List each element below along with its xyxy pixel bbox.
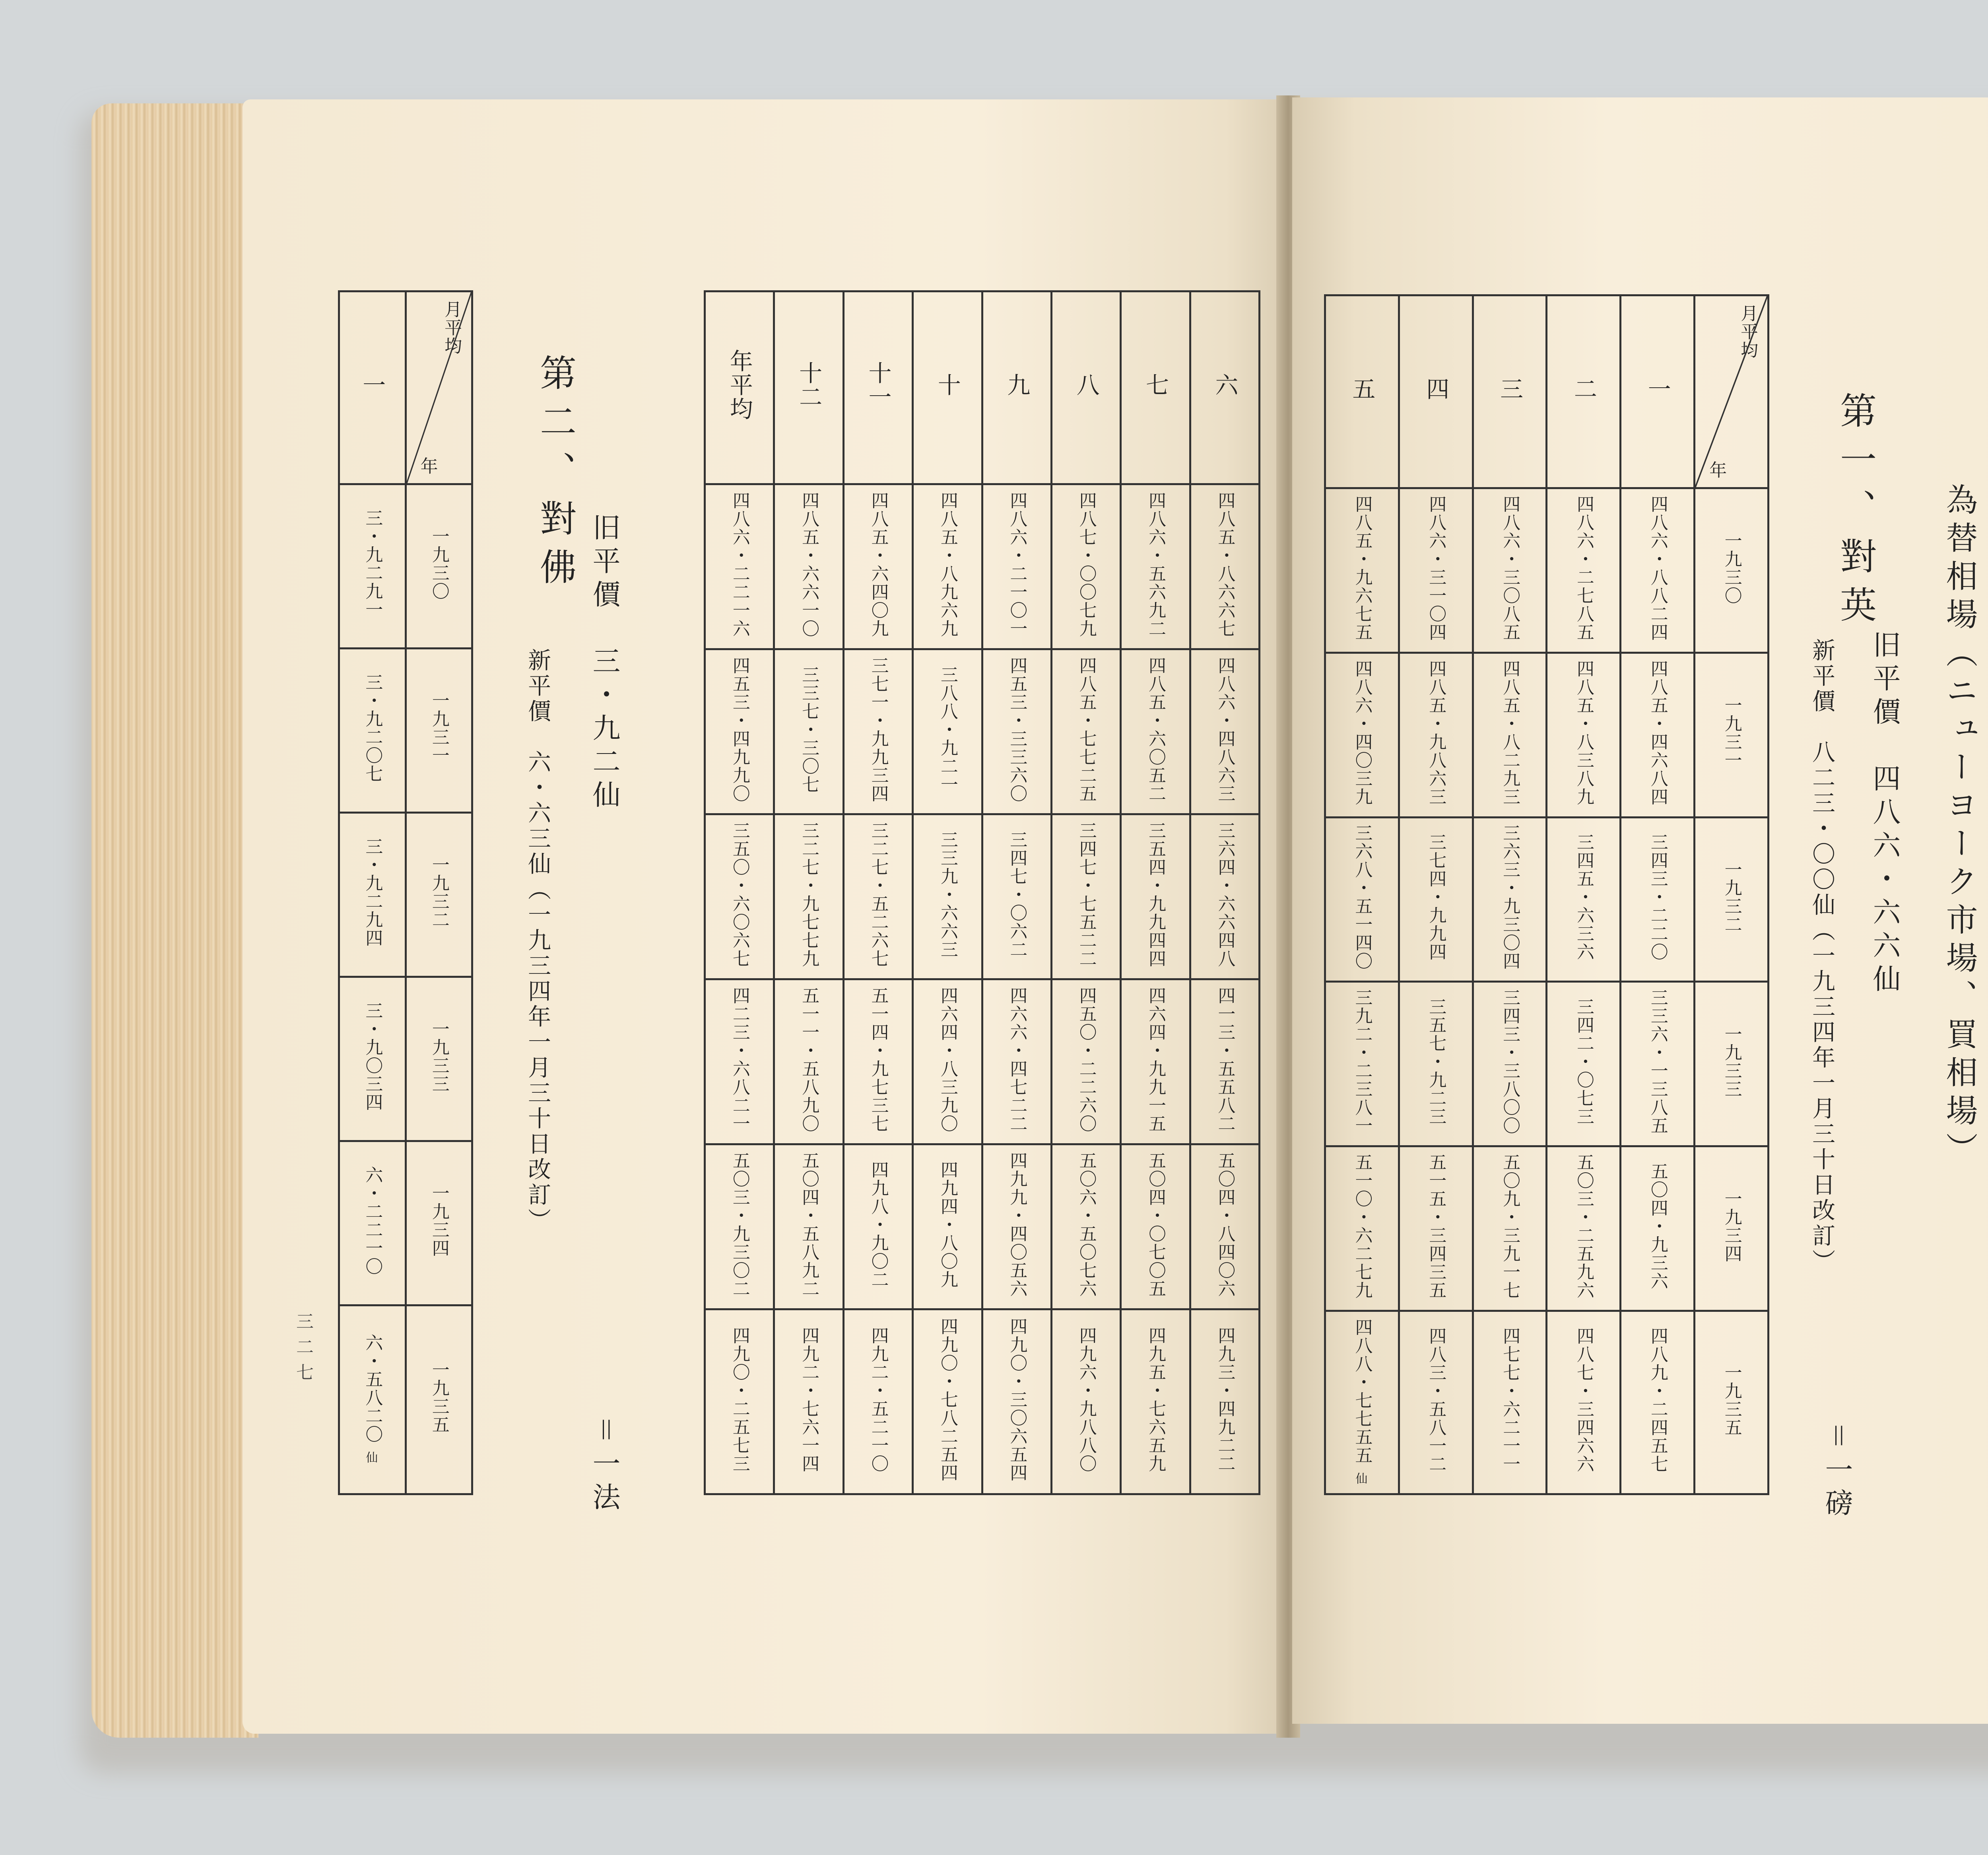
corner-year-label: 年 <box>1706 461 1727 479</box>
rate-value: 三・九〇三四 <box>362 1002 383 1112</box>
month-label: 三 <box>1496 377 1524 401</box>
rate-cell <box>913 649 982 814</box>
left-page <box>243 99 1288 1734</box>
rate-cell <box>774 814 843 979</box>
france-new-parity: 新平價 六・六三仙（一九三四年一月三十日改訂） <box>524 648 551 1233</box>
rate-cell <box>1325 982 1399 1146</box>
month-label: 十二 <box>795 361 823 409</box>
rate-cell <box>1121 979 1190 1144</box>
rate-value: 五〇四・九三六 <box>1647 1162 1668 1290</box>
france-rate-table <box>338 290 473 1495</box>
rate-value: 四九五・七六五九 <box>1145 1326 1166 1473</box>
rate-cell <box>1051 814 1120 979</box>
table-row <box>705 814 1260 979</box>
rate-cell <box>1621 1146 1695 1311</box>
rate-cell <box>1547 1146 1621 1311</box>
table-row <box>1325 1311 1769 1494</box>
year-header <box>1695 982 1769 1146</box>
unit-label: 仙 <box>1355 1472 1369 1486</box>
rate-cell <box>1051 1144 1120 1309</box>
rate-value: 四八五・八六六七 <box>1215 491 1235 638</box>
rate-value: 五一〇・六二七九 <box>1352 1153 1373 1299</box>
rate-value: 四八六・三〇八五 <box>1500 495 1520 641</box>
rate-cell <box>705 814 774 979</box>
rate-value: 四九九・四〇五六 <box>1007 1151 1027 1298</box>
rate-cell <box>1190 484 1259 649</box>
month-header <box>1121 291 1190 484</box>
month-label: 四 <box>1422 377 1450 401</box>
rate-value: 四八九・二四五七 <box>1647 1327 1668 1474</box>
month-label: 十 <box>934 373 961 397</box>
rate-value: 三六四・六六四八 <box>1215 821 1235 968</box>
rate-value: 五一五・三四三五 <box>1426 1153 1446 1299</box>
rate-cell <box>1399 817 1473 982</box>
year-label: 一九三四 <box>1721 1189 1742 1263</box>
rate-value: 四六四・九九一五 <box>1145 986 1166 1133</box>
rate-value: 四八六・二二一六 <box>729 491 750 638</box>
rate-value: 四八七・〇〇七九 <box>1076 491 1097 638</box>
year-label: 一九三一 <box>429 691 449 765</box>
rate-value: 四九三・四九二二 <box>1215 1326 1235 1473</box>
rate-value: 三・九二九一 <box>362 509 383 619</box>
rate-value: 四九二・七六一四 <box>799 1326 819 1473</box>
uk-rate-table <box>1324 294 1769 1495</box>
rate-cell <box>1473 488 1547 653</box>
rate-value: 三五七・九二三 <box>1426 998 1446 1126</box>
rate-cell <box>843 484 912 649</box>
table-row <box>1325 1146 1769 1311</box>
rate-cell <box>982 484 1051 649</box>
month-label: 一 <box>359 373 386 397</box>
rate-value: 五〇四・〇七〇五 <box>1145 1151 1166 1298</box>
rate-cell <box>982 979 1051 1144</box>
rate-value: 四八八・七七五五 <box>1352 1318 1373 1465</box>
year-header <box>406 812 472 977</box>
rate-cell <box>339 1305 406 1494</box>
corner-year-label: 年 <box>417 457 438 475</box>
month-label: 五 <box>1348 377 1376 401</box>
month-header <box>1325 295 1399 488</box>
month-header <box>982 291 1051 484</box>
table-row <box>1325 817 1769 982</box>
rate-cell <box>705 649 774 814</box>
exchange-subheading: 為替相場（ニューヨーク市場、買相場） <box>1941 483 1978 1170</box>
rate-value: 三七四・九九四 <box>1426 833 1446 961</box>
rate-value: 四八五・八三八九 <box>1573 659 1594 806</box>
rate-cell <box>339 648 406 812</box>
rate-value: 三四七・七五二二 <box>1076 821 1097 968</box>
rate-cell <box>1621 653 1695 817</box>
rate-value: 三四三・二二〇 <box>1647 833 1668 961</box>
month-header <box>843 291 912 484</box>
table-row <box>339 1141 472 1305</box>
rate-cell <box>1399 653 1473 817</box>
month-label: 十一 <box>864 361 892 409</box>
rate-value: 三八八・九二一 <box>937 665 958 794</box>
rate-cell <box>1621 488 1695 653</box>
rate-cell <box>339 484 406 649</box>
right-page <box>1292 97 1988 1724</box>
rate-cell <box>705 979 774 1144</box>
year-header <box>1695 488 1769 653</box>
rate-value: 三三六・一三八五 <box>1647 989 1668 1135</box>
month-label: 七 <box>1142 373 1169 397</box>
unit-label: 仙 <box>366 1451 379 1465</box>
rate-value: 四八六・二一〇一 <box>1007 491 1027 638</box>
rate-cell <box>1190 1309 1259 1494</box>
corner-month-label: 月平均 <box>1738 304 1758 359</box>
rate-cell <box>1399 1146 1473 1311</box>
rate-cell <box>1121 649 1190 814</box>
rate-cell <box>1051 1309 1120 1494</box>
rate-cell <box>1473 1146 1547 1311</box>
rate-cell <box>982 814 1051 979</box>
rate-cell <box>1473 653 1547 817</box>
rate-cell <box>843 1144 912 1309</box>
month-header <box>1051 291 1120 484</box>
rate-value: 四八五・八九六九 <box>937 491 958 638</box>
rate-cell <box>843 979 912 1144</box>
year-header <box>406 484 472 649</box>
month-label: 一 <box>1644 377 1671 401</box>
table-row <box>339 648 472 812</box>
rate-value: 三四三・三八〇〇 <box>1500 989 1520 1135</box>
rate-cell <box>1325 1311 1399 1494</box>
year-label: 一九三三 <box>1721 1025 1742 1099</box>
rate-cell <box>1190 1144 1259 1309</box>
rate-cell <box>1325 1146 1399 1311</box>
year-header <box>406 648 472 812</box>
rate-cell <box>1190 979 1259 1144</box>
rate-value: 四五三・四九九〇 <box>729 656 750 803</box>
rate-cell <box>1547 488 1621 653</box>
rate-cell <box>843 1309 912 1494</box>
rate-value: 四八五・八二九三 <box>1500 659 1520 806</box>
rate-value: 四九二・五二一〇 <box>868 1326 889 1473</box>
table-row <box>1325 653 1769 817</box>
rate-cell <box>1051 649 1120 814</box>
rate-cell <box>1325 817 1399 982</box>
rate-value: 四六四・八三九〇 <box>937 986 958 1133</box>
rate-cell <box>339 812 406 977</box>
rate-cell <box>1190 814 1259 979</box>
rate-cell <box>1325 488 1399 653</box>
rate-value: 四八五・九八六三 <box>1426 659 1446 806</box>
rate-value: 四八六・四八六三 <box>1215 656 1235 803</box>
rate-cell <box>1121 1309 1190 1494</box>
rate-value: 五〇六・五〇七六 <box>1076 1151 1097 1298</box>
rate-cell <box>843 814 912 979</box>
rate-value: 四八六・二七八五 <box>1573 495 1594 641</box>
rate-cell <box>1121 484 1190 649</box>
year-label: 一九三一 <box>1721 696 1742 769</box>
table-row <box>705 979 1260 1144</box>
rate-cell <box>1547 817 1621 982</box>
month-header <box>913 291 982 484</box>
table-row <box>339 484 472 649</box>
month-header <box>705 291 774 484</box>
rate-value: 四七七・六二一一 <box>1500 1327 1520 1474</box>
year-label: 一九三二 <box>1721 860 1742 934</box>
rate-cell <box>982 649 1051 814</box>
rate-value: 四八五・四六八四 <box>1647 659 1668 806</box>
rate-cell <box>1547 982 1621 1146</box>
table-row <box>705 1309 1260 1494</box>
rate-cell <box>1121 1144 1190 1309</box>
rate-cell <box>1621 817 1695 982</box>
year-header <box>1695 1311 1769 1494</box>
rate-value: 四八六・五六九二 <box>1145 491 1166 638</box>
rate-value: 五〇九・三九一七 <box>1500 1153 1520 1299</box>
rate-value: 三五〇・六〇六七 <box>729 821 750 968</box>
rate-value: 三・九二〇七 <box>362 673 383 783</box>
rate-cell <box>1473 1311 1547 1494</box>
month-header <box>1621 295 1695 488</box>
table-row <box>339 977 472 1141</box>
france-old-parity: 旧平價 三・九二仙 <box>588 513 621 814</box>
rate-cell <box>774 1309 843 1494</box>
year-header <box>406 1305 472 1494</box>
left-page-number: 三二七 <box>293 1312 313 1389</box>
rate-cell <box>913 814 982 979</box>
year-header <box>406 977 472 1141</box>
rate-cell <box>1473 982 1547 1146</box>
rate-value: 四八七・三四六六 <box>1573 1327 1594 1474</box>
table-header-row <box>1325 295 1769 488</box>
rate-cell <box>982 1144 1051 1309</box>
rate-cell <box>1399 1311 1473 1494</box>
table-row <box>705 484 1260 649</box>
corner-month-label: 月平均 <box>441 300 462 355</box>
rate-cell <box>913 1309 982 1494</box>
year-label: 一九三五 <box>429 1361 449 1434</box>
year-label: 一九三〇 <box>1721 531 1742 605</box>
rate-value: 五〇四・八四〇六 <box>1215 1151 1235 1298</box>
rate-cell <box>339 977 406 1141</box>
rate-value: 五〇四・五八九二 <box>799 1151 819 1298</box>
month-header <box>1399 295 1473 488</box>
rate-value: 四九〇・二五七三 <box>729 1326 750 1473</box>
rate-cell <box>1051 484 1120 649</box>
table-row <box>339 812 472 977</box>
rate-value: 四五三・三三六〇 <box>1007 656 1027 803</box>
table-row <box>705 649 1260 814</box>
rate-value: 四五〇・二二六〇 <box>1076 986 1097 1133</box>
rate-value: 四八五・六四〇九 <box>868 491 889 638</box>
rate-value: 四八六・八八二四 <box>1647 495 1668 641</box>
month-header <box>1547 295 1621 488</box>
table-header-row <box>705 291 1260 484</box>
france-section-title: 第二、對佛 <box>534 354 577 596</box>
uk-new-parity: 新平價 八二三・〇〇仙（一九三四年一月三十日改訂） <box>1808 638 1835 1274</box>
rate-value: 五〇三・九三〇二 <box>729 1151 750 1298</box>
rate-value: 四八五・九六七五 <box>1352 495 1373 641</box>
table-header-row <box>339 291 472 484</box>
year-header <box>1695 653 1769 817</box>
rate-cell <box>1473 817 1547 982</box>
rate-cell <box>774 979 843 1144</box>
year-label: 一九三四 <box>429 1184 449 1258</box>
month-label: 八 <box>1072 373 1100 397</box>
rate-cell <box>1121 814 1190 979</box>
table-corner-cell <box>406 291 472 484</box>
rate-value: 三二七・九七七九 <box>799 821 819 968</box>
uk-section-title: 第一、對英 <box>1834 392 1877 634</box>
rate-value: 四八五・七七二五 <box>1076 656 1097 803</box>
rate-value: 四八五・六六一〇 <box>799 491 819 638</box>
rate-value: 四九八・九〇二 <box>868 1160 889 1289</box>
rate-value: 六・二二一〇 <box>362 1166 383 1276</box>
rate-value: 四一三・五五八二 <box>1215 986 1235 1133</box>
rate-value: 四八六・三一〇四 <box>1426 495 1446 641</box>
table-row <box>1325 982 1769 1146</box>
rate-cell <box>1621 982 1695 1146</box>
year-header <box>1695 817 1769 982</box>
rate-cell <box>774 484 843 649</box>
rate-cell <box>1399 488 1473 653</box>
page-edges-left <box>91 103 258 1738</box>
month-header <box>774 291 843 484</box>
rate-value: 五〇三・二五九六 <box>1573 1153 1594 1299</box>
rate-value: 四八五・六〇五二 <box>1145 656 1166 803</box>
rate-value: 四九〇・七八二五四 <box>937 1317 958 1482</box>
rate-value: 四八六・四〇三九 <box>1352 659 1373 806</box>
rate-value: 四八三・五八一二 <box>1426 1327 1446 1474</box>
month-header <box>1190 291 1259 484</box>
rate-value: 三四二・〇七三 <box>1573 998 1594 1126</box>
rate-cell <box>774 1144 843 1309</box>
rate-cell <box>1190 649 1259 814</box>
rate-cell <box>1399 982 1473 1146</box>
rate-value: 三五四・九九四四 <box>1145 821 1166 968</box>
rate-value: 四九四・八〇九 <box>937 1160 958 1289</box>
rate-cell <box>913 484 982 649</box>
month-header <box>339 291 406 484</box>
rate-cell <box>982 1309 1051 1494</box>
rate-value: 三四五・六三六 <box>1573 833 1594 961</box>
rate-cell <box>1547 1311 1621 1494</box>
rate-value: 三三九・六六三 <box>937 830 958 959</box>
year-label: 一九三三 <box>429 1020 449 1094</box>
rate-cell <box>1547 653 1621 817</box>
rate-cell <box>1325 653 1399 817</box>
rate-value: 三九二・二三八一 <box>1352 989 1373 1135</box>
uk-unit-eq: ＝一磅 <box>1821 1422 1853 1522</box>
uk-rate-table-continued <box>704 290 1260 1495</box>
rate-value: 四九六・九八八〇 <box>1076 1326 1097 1473</box>
month-label: 九 <box>1003 373 1031 397</box>
year-label: 一九三二 <box>429 856 449 929</box>
table-row <box>339 1305 472 1494</box>
rate-cell <box>913 979 982 1144</box>
rate-value: 四六六・四七二二 <box>1007 986 1027 1133</box>
rate-cell <box>774 649 843 814</box>
rate-cell <box>843 649 912 814</box>
rate-cell <box>913 1144 982 1309</box>
rate-cell <box>705 484 774 649</box>
uk-old-parity: 旧平價 四八六・六六仙 <box>1868 630 1901 998</box>
year-header <box>1695 1146 1769 1311</box>
table-row <box>1325 488 1769 653</box>
rate-value: 四九〇・三〇六五四 <box>1007 1317 1027 1482</box>
rate-cell <box>1621 1311 1695 1494</box>
month-label: 年平均 <box>726 349 753 421</box>
rate-value: 四二三・六八二一 <box>729 986 750 1133</box>
rate-value: 三・九二九四 <box>362 837 383 948</box>
rate-value: 三七一・九九三四 <box>868 656 889 803</box>
rate-value: 五一四・九七三七 <box>868 986 889 1133</box>
month-header <box>1473 295 1547 488</box>
rate-value: 五一一・五八九〇 <box>799 986 819 1133</box>
rate-value: 三二七・五二六七 <box>868 821 889 968</box>
rate-value: 六・五八二〇 <box>362 1334 383 1444</box>
year-header <box>406 1141 472 1305</box>
rate-cell <box>339 1141 406 1305</box>
year-label: 一九三五 <box>1721 1364 1742 1437</box>
table-corner-cell <box>1695 295 1769 488</box>
rate-cell <box>705 1144 774 1309</box>
rate-value: 三六三・九三〇四 <box>1500 824 1520 971</box>
france-unit-eq: ＝一法 <box>588 1416 621 1516</box>
year-label: 一九三〇 <box>429 527 449 601</box>
rate-value: 三六八・五一四〇 <box>1352 824 1373 971</box>
month-label: 六 <box>1211 373 1239 397</box>
table-row <box>705 1144 1260 1309</box>
month-label: 二 <box>1570 377 1597 401</box>
rate-cell <box>1051 979 1120 1144</box>
rate-cell <box>705 1309 774 1494</box>
rate-value: 三四七・〇六二 <box>1007 830 1027 959</box>
rate-value: 三三七・三〇七 <box>799 665 819 794</box>
